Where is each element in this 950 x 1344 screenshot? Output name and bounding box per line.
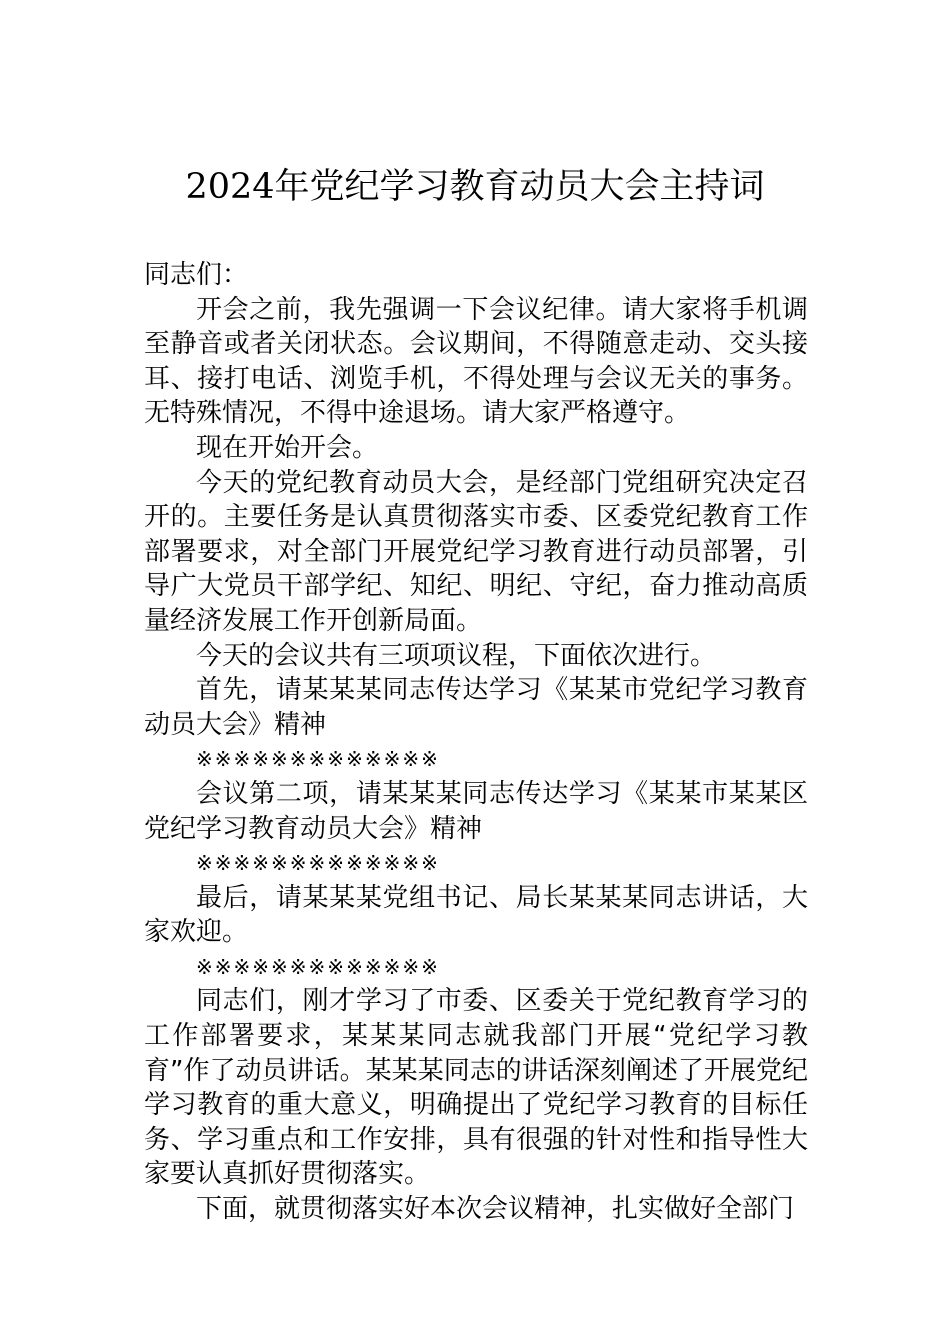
paragraph-meeting-start: 现在开始开会。 [196,432,379,463]
paragraph-meeting-discipline: 开会之前，我先强调一下会议纪律。请大家将手机调至静音或者关闭状态。会议期间，不得随意走动、交头接耳、接打电话、浏览手机，不得处理与会议无关的事务。无特殊情况，不得中途退场。请大家严格遵守。 [144,294,808,429]
paragraph-agenda-intro: 今天的会议共有三项项议程，下面依次进行。 [196,640,717,671]
document-title: 2024年党纪学习教育动员大会主持词 [185,167,765,207]
paragraph-summary: 同志们，刚才学习了市委、区委关于党纪教育学习的工作部署要求，某某某同志就我部门开展“党纪学习教育”作了动员讲话。某某某同志的讲话深刻阐述了开展党纪学习教育的重大意义，明确提出了党纪学习教育的目标任务、学习重点和工作安排，具有很强的针对性和指导性大家要认真抓好贯彻落实。 [144,986,808,1190]
separator-marks: ※※※※※※※※※※※※※ [196,851,440,876]
separator-marks: ※※※※※※※※※※※※※ [196,747,440,772]
paragraph-next-steps: 下面，就贯彻落实好本次会议精神，扎实做好全部门 [196,1194,795,1225]
paragraph-agenda-item-3: 最后，请某某某党组书记、局长某某某同志讲话，大家欢迎。 [144,882,808,948]
paragraph-meeting-purpose: 今天的党纪教育动员大会，是经部门党组研究决定召开的。主要任务是认真贯彻落实市委、区委党纪教育工作部署要求，对全部门开展党纪学习教育进行动员部署，引导广大党员干部学纪、知纪、明纪、守纪，奋力推动高质量经济发展工作开创新局面。 [144,467,808,636]
paragraph-agenda-item-2: 会议第二项，请某某某同志传达学习《某某市某某区党纪学习教育动员大会》精神 [144,778,808,844]
separator-marks: ※※※※※※※※※※※※※ [196,954,440,979]
document-body [144,258,808,1227]
salutation: 同志们： [144,260,249,290]
paragraph-agenda-item-1: 首先，请某某某同志传达学习《某某市党纪学习教育动员大会》精神 [144,675,808,740]
